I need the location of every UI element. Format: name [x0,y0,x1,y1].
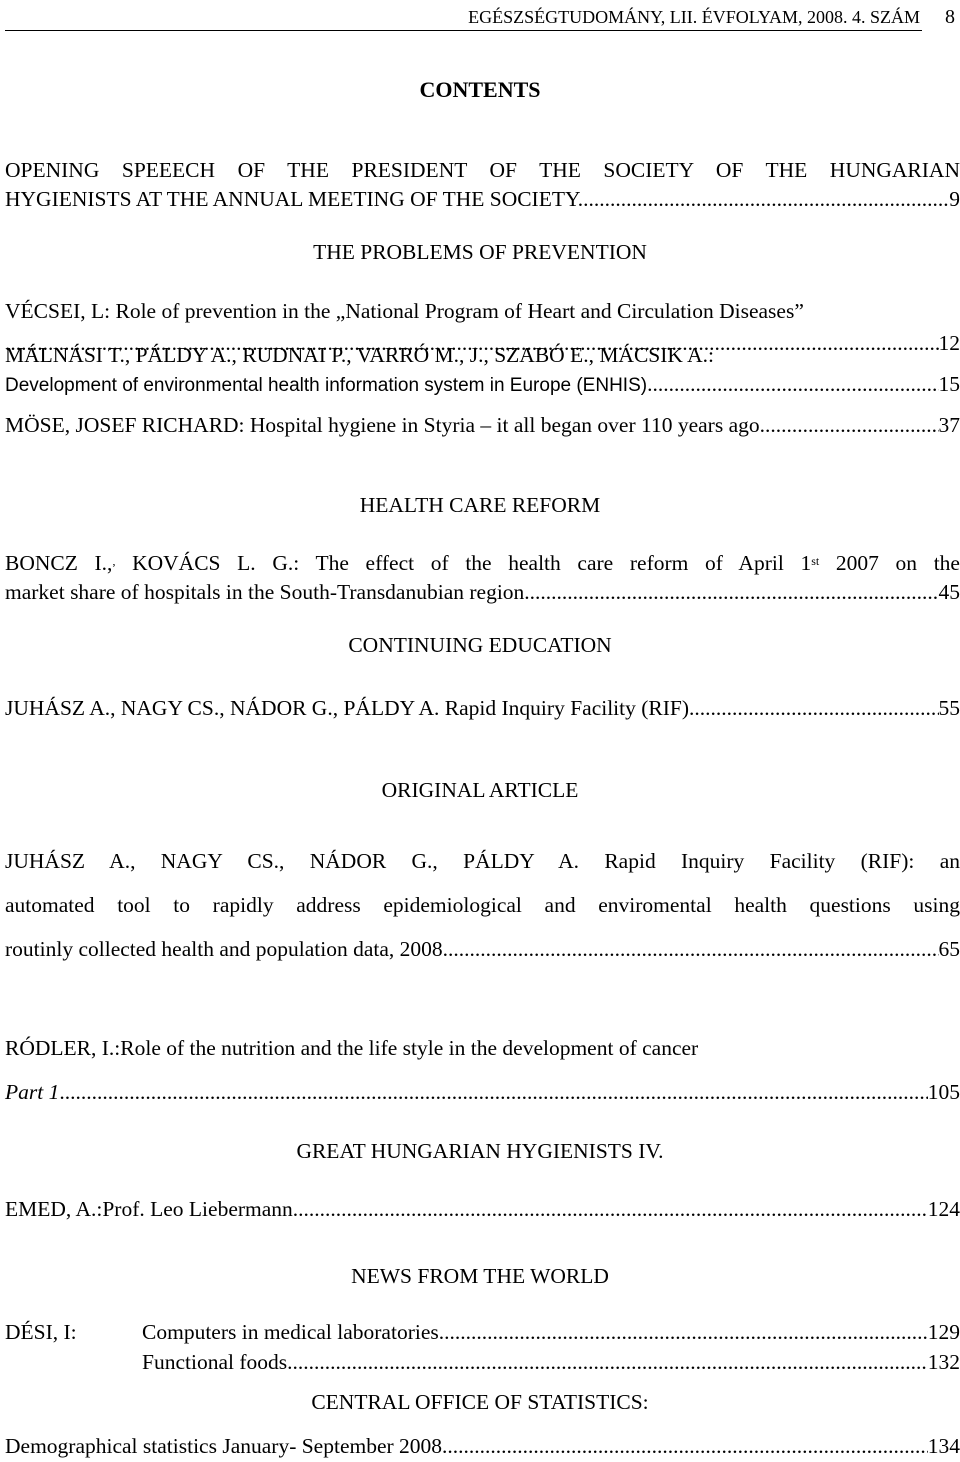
toc-entry-computers [142,1320,960,1345]
toc-line [5,694,960,723]
toc-line [5,1195,960,1224]
leader-dots [760,411,939,440]
page-number: 8 [945,6,955,28]
toc-author-desi: DÉSI, I: [5,1320,77,1344]
toc-entry-mose [5,411,960,440]
toc-entry-text: OPENING SPEEECH OF THE PRESIDENT OF THE SOCIETY OF THE HUNGARIAN [5,158,960,182]
toc-line [5,927,960,971]
toc-entry-juhasz-article [5,839,960,971]
toc-entry-opening [5,156,960,214]
toc-page-number: 65 [938,937,960,961]
leader-dots [689,694,938,723]
section-heading-news: NEWS FROM THE WORLD [351,1264,609,1288]
toc-line [5,370,960,400]
section-heading-original-article: ORIGINAL ARTICLE [381,778,579,802]
toc-line [142,1350,960,1375]
toc-entry-text: Development of environmental health information system in Europe (ENHIS) [5,375,648,396]
leader-dots [439,1320,928,1345]
toc-entry-authors: MÁLNÁSI T., PÁLDY A., RUDNAI P., VARRÓ M., J., SZABÓ E., MÁCSIK A.: [5,343,715,367]
toc-entry-rodler [5,1026,960,1114]
toc-entry-text: JUHÁSZ A., NAGY CS., NÁDOR G., PÁLDY A. Rapid Inquiry Facility (RIF): an [5,849,960,873]
toc-page-number: 55 [938,696,960,720]
toc-entry-text: MÖSE, JOSEF RICHARD: Hospital hygiene in Styria – it all began over 110 years ago [5,413,760,437]
toc-page-number: 129 [927,1320,960,1344]
section-heading-great-hygienists: GREAT HUNGARIAN HYGIENISTS IV. [296,1139,664,1163]
leader-dots [647,370,938,399]
leader-dots [59,1070,927,1114]
toc-line [5,185,960,214]
journal-title: EGÉSZSÉGTUDOMÁNY, LII. ÉVFOLYAM, 2008. 4. SZÁM [468,7,920,27]
toc-line [142,1320,960,1345]
section-heading-prevention: THE PROBLEMS OF PREVENTION [313,240,647,264]
toc-line [5,411,960,440]
toc-entry-text: Functional foods [142,1350,288,1374]
toc-entry-text: BONCZ I.,, KOVÁCS L. G.: The effect of the health care reform of April 1st 2007 on the [5,551,960,575]
toc-page-number: 134 [927,1434,960,1458]
toc-entry-text: market share of hospitals in the South-Transdanubian region [5,580,525,604]
toc-page-number: 105 [927,1080,960,1104]
toc-entry-text: automated tool to rapidly address epidemiological and enviromental health questions using [5,893,960,917]
toc-entry-functional-foods [142,1350,960,1375]
toc-page-number: 15 [938,372,960,396]
leader-dots [443,927,939,971]
header-rule [5,30,922,31]
leader-dots [293,1195,928,1224]
toc-entry-text: VÉCSEI, L: Role of prevention in the „National Program of Heart and Circulation Diseases” [5,299,804,323]
toc-page-number: 9 [949,187,960,211]
leader-dots [524,578,938,607]
leader-dots [583,185,949,214]
toc-entry-demographical [5,1432,960,1461]
toc-entry-text: routinly collected health and population data, 2008 [5,937,443,961]
toc-entry-boncz [5,549,960,607]
toc-entry-text: HYGIENISTS AT THE ANNUAL MEETING OF THE SOCIETY. [5,187,584,211]
toc-entry-juhasz-rif [5,694,960,723]
section-heading-health-care: HEALTH CARE REFORM [359,493,601,517]
toc-entry-text: JUHÁSZ A., NAGY CS., NÁDOR G., PÁLDY A. Rapid Inquiry Facility (RIF) [5,696,690,720]
toc-entry-emed [5,1195,960,1224]
leader-dots [287,1350,928,1375]
toc-page-number: 124 [927,1197,960,1221]
toc-entry-text: Computers in medical laboratories [142,1320,439,1344]
toc-entry-text: EMED, A.:Prof. Leo Liebermann [5,1197,293,1221]
section-heading-continuing-education: CONTINUING EDUCATION [348,633,612,657]
toc-page-number: 12 [938,331,960,355]
toc-entry-text: Demographical statistics January- September 2008 [5,1434,443,1458]
toc-line [5,1432,960,1461]
toc-page-number: 45 [938,580,960,604]
toc-entry-text: RÓDLER, I.:Role of the nutrition and the life style in the development of cancer [5,1036,699,1060]
toc-entry-malnasi [5,341,960,400]
toc-page-number: 132 [927,1350,960,1374]
contents-heading: CONTENTS [419,77,541,102]
toc-line [5,578,960,607]
toc-line [5,1070,960,1114]
toc-entry-text: Part 1 [5,1080,60,1104]
running-header [0,3,960,33]
leader-dots [442,1432,928,1461]
section-heading-central-office: CENTRAL OFFICE OF STATISTICS: [311,1390,649,1414]
toc-page-number: 37 [938,413,960,437]
